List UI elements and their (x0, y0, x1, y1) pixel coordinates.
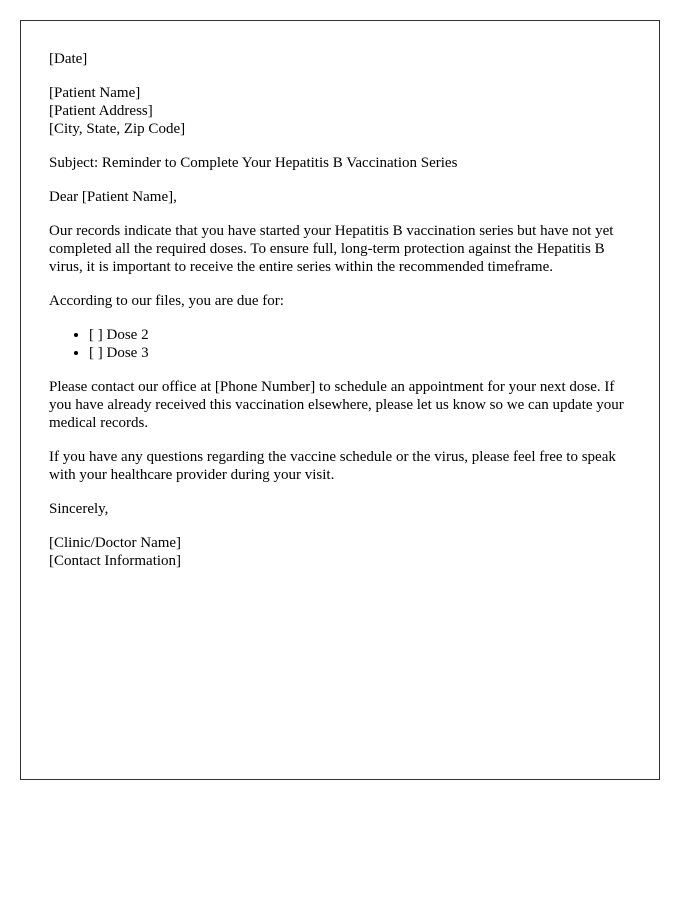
letter-page (20, 20, 660, 780)
signature-block (49, 534, 631, 570)
recipient-name: [Patient Name] (49, 85, 141, 101)
dose-item-3: • [ ] Dose 3 (89, 344, 631, 362)
letter-salutation: Dear [Patient Name], (49, 189, 177, 205)
dose-list (49, 326, 631, 362)
letter-paragraph-2: Please contact our office at [Phone Number] to schedule an appointment for your next dose. If you have already received this vaccination elsewhere, please let us know so we can update your medical records. (49, 379, 624, 431)
letter-subject: Subject: Reminder to Complete Your Hepatitis B Vaccination Series (49, 155, 458, 171)
letter-closing: Sincerely, (49, 501, 109, 517)
recipient-city-state-zip: [City, State, Zip Code] (49, 121, 186, 137)
signature-clinic: [Clinic/Doctor Name] (49, 535, 182, 551)
letter-paragraph-1: Our records indicate that you have started your Hepatitis B vaccination series but have not yet completed all the required doses. To ensure full, long-term protection against the Hepatitis B virus, it is important to receive the entire series within the recommended timeframe. (49, 223, 614, 275)
signature-contact: [Contact Information] (49, 553, 182, 569)
recipient-block (49, 84, 631, 138)
due-intro: According to our files, you are due for: (49, 293, 284, 309)
dose-item-2: • [ ] Dose 2 (89, 326, 631, 344)
letter-date: [Date] (49, 51, 88, 67)
recipient-address: [Patient Address] (49, 103, 153, 119)
letter-paragraph-3: If you have any questions regarding the vaccine schedule or the virus, please feel free to speak with your healthcare provider during your visit. (49, 449, 616, 483)
